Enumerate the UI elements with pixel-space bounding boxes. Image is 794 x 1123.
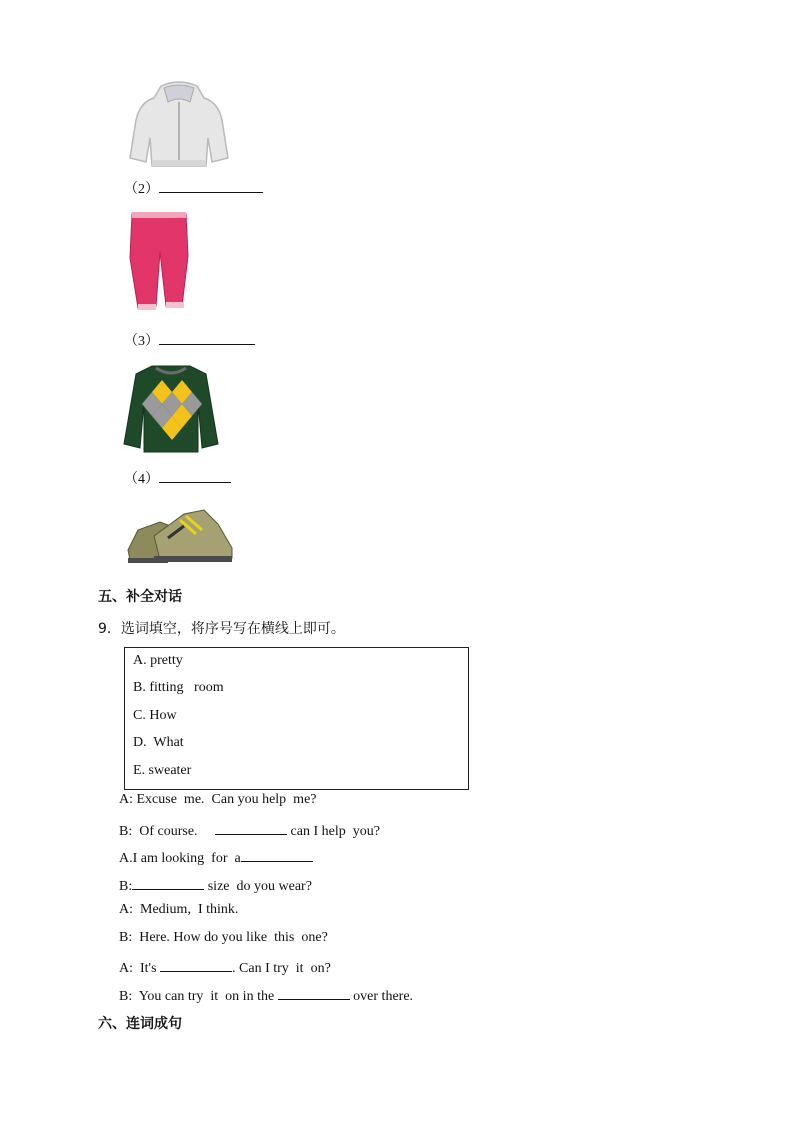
sneakers-icon [124,500,236,572]
answer-blank[interactable] [159,468,231,483]
dialogue-text: over there. [349,989,414,1004]
dialogue-text: can I help you? [287,824,380,839]
answer-blank[interactable] [159,330,255,345]
dialogue-text: A: Medium, I think. [119,902,239,917]
answer-blank[interactable] [159,178,263,193]
item-number: （3） [124,334,159,349]
dialogue-text: B: Of course. [119,824,216,839]
item-number: （4） [124,472,159,487]
word-bank-box [124,647,469,790]
dialogue-text: A.I am looking for a [119,851,241,866]
answer-blank[interactable] [215,820,287,835]
pants-icon [124,210,194,318]
answer-blank[interactable] [132,875,204,890]
option-a: A. pretty [133,653,183,668]
question-9-instruction: 9．选词填空，将序号写在横线上即可。 [98,621,345,637]
option-b: B. fitting room [133,680,224,695]
dialogue-line-4 [119,875,312,895]
option-c: C. How [133,708,177,723]
sweater-image [122,362,220,454]
dialogue-line-6 [119,930,328,946]
section-6-heading: 六、连词成句 [98,1016,182,1032]
answer-blank[interactable] [160,957,232,972]
item-3-row [124,330,255,351]
dialogue-text: A: It's [119,961,161,976]
section-5-heading: 五、补全对话 [98,589,182,605]
item-2-row [124,178,263,199]
dialogue-text: B: You can try it on in the [119,989,278,1004]
dialogue-text: . Can I try it on? [232,961,331,976]
dialogue-line-5 [119,902,238,918]
sweater-icon [122,362,220,454]
dialogue-text: B: [119,879,133,894]
dialogue-line-7 [119,957,331,977]
option-e: E. sweater [133,763,192,778]
dialogue-text: A: Excuse me. Can you help me? [119,792,317,807]
jacket-icon [126,80,232,170]
dialogue-line-1 [119,792,317,808]
dialogue-text: size do you wear? [204,879,312,894]
dialogue-line-3 [119,847,313,867]
jacket-image [126,80,232,170]
dialogue-text: B: Here. How do you like this one? [119,930,328,945]
dialogue-line-2 [119,820,380,840]
pants-image [124,210,194,318]
dialogue-line-8 [119,985,413,1005]
item-4-row [124,468,231,489]
sneakers-image [124,500,236,572]
answer-blank[interactable] [241,847,313,862]
answer-blank[interactable] [278,985,350,1000]
item-number: （2） [124,182,159,197]
option-d: D. What [133,735,184,750]
